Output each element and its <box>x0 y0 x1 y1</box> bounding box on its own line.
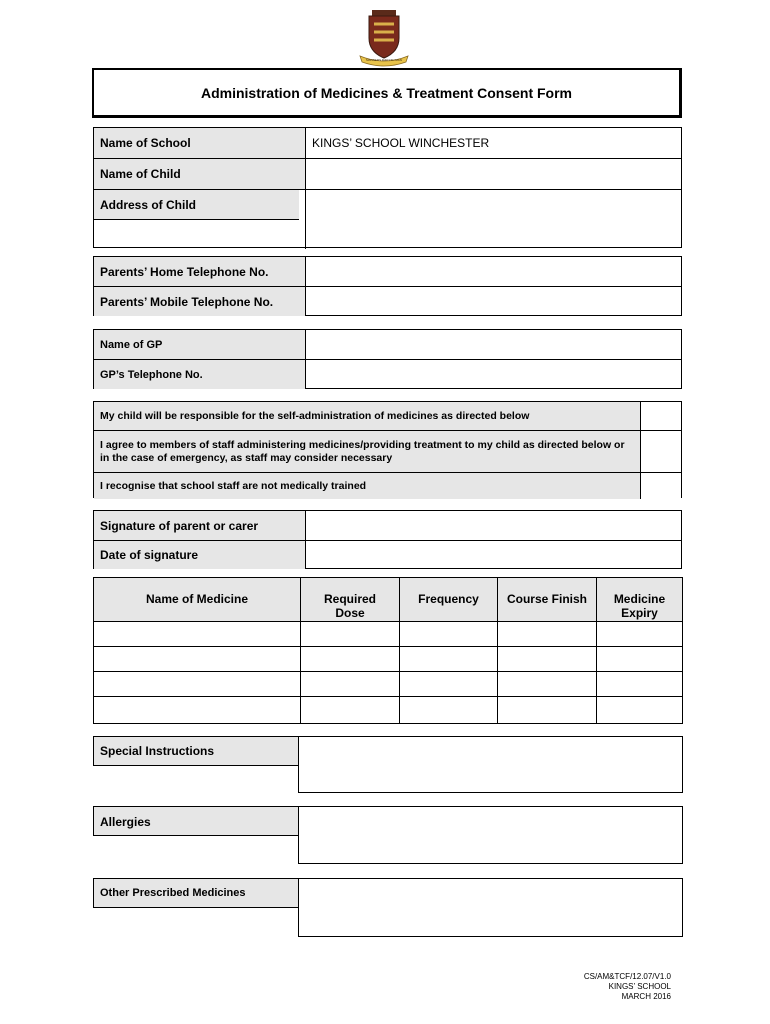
signature-field[interactable] <box>306 511 681 540</box>
address-label-cell <box>94 190 306 249</box>
name-of-child-field[interactable] <box>306 159 681 189</box>
table-cell[interactable] <box>400 672 498 697</box>
table-cell[interactable] <box>94 647 301 672</box>
consent-not-trained-checkbox[interactable] <box>640 473 681 499</box>
address-label: Address of Child <box>100 197 197 212</box>
table-cell[interactable] <box>400 622 498 647</box>
consent-not-trained: I recognise that school staff are not medically trained <box>94 473 640 499</box>
table-cell[interactable] <box>301 647 400 672</box>
table-row <box>94 622 683 647</box>
gp-name-label: Name of GP <box>94 330 306 359</box>
required-dose-header-text: Required Dose <box>323 592 376 620</box>
name-of-school-field[interactable]: KINGS’ SCHOOL WINCHESTER <box>312 136 490 150</box>
table-cell[interactable] <box>94 622 301 647</box>
table-row <box>94 672 683 697</box>
course-finish-header: Course Finish <box>498 578 597 622</box>
table-row <box>94 697 683 724</box>
home-phone-field[interactable] <box>306 257 681 286</box>
gp-phone-label: GP’s Telephone No. <box>94 360 306 389</box>
table-cell[interactable] <box>498 622 597 647</box>
gp-phone-field[interactable] <box>306 360 681 389</box>
consent-self-admin: My child will be responsible for the self-administration of medicines as directed below <box>94 402 640 430</box>
medicine-name-header: Name of Medicine <box>94 578 301 622</box>
table-cell[interactable] <box>301 672 400 697</box>
date-label: Date of signature <box>94 541 306 569</box>
gp-section <box>93 329 682 389</box>
table-row <box>94 647 683 672</box>
footer-school: KINGS’ SCHOOL <box>608 982 671 991</box>
special-instructions-field[interactable] <box>298 736 683 793</box>
page-title: Administration of Medicines & Treatment Consent Form <box>200 84 573 101</box>
footer-ref: CS/AM&TCF/12.07/V1.0 <box>583 972 671 981</box>
other-medicines-field[interactable] <box>298 878 683 937</box>
phone-section <box>93 256 682 316</box>
mobile-phone-label: Parents’ Mobile Telephone No. <box>94 287 306 316</box>
other-medicines-label <box>93 878 299 908</box>
table-cell[interactable] <box>400 697 498 724</box>
consent-self-admin-checkbox[interactable] <box>640 402 681 430</box>
medicine-expiry-header <box>597 578 683 622</box>
frequency-header: Frequency <box>400 578 498 622</box>
crest-motto: MANNERS MAKYTH MAN <box>366 58 402 62</box>
home-phone-label: Parents’ Home Telephone No. <box>94 257 306 286</box>
consent-staff-admin: I agree to members of staff administering medicines/providing treatment to my child as directed below or in the case of emergency, as staff may consider necessary <box>94 431 640 472</box>
medicine-expiry-header-text: Medicine Expiry <box>613 592 666 620</box>
allergies-field[interactable] <box>298 806 683 864</box>
allergies-text: Allergies <box>100 815 151 829</box>
table-cell[interactable] <box>301 697 400 724</box>
consent-section <box>93 401 682 498</box>
gp-name-field[interactable] <box>306 330 681 359</box>
date-field[interactable] <box>306 541 681 569</box>
table-cell[interactable] <box>94 672 301 697</box>
medicine-table <box>93 577 683 724</box>
school-section <box>93 127 682 248</box>
signature-section <box>93 510 682 569</box>
table-cell[interactable] <box>94 697 301 724</box>
address-field[interactable] <box>306 190 681 249</box>
special-instructions-text: Special Instructions <box>100 744 215 758</box>
table-cell[interactable] <box>301 622 400 647</box>
name-of-school-label: Name of School <box>94 128 306 158</box>
title-box <box>92 68 682 118</box>
table-cell[interactable] <box>597 622 683 647</box>
table-cell[interactable] <box>498 672 597 697</box>
required-dose-header <box>301 578 400 622</box>
footer <box>520 972 671 1002</box>
allergies-label <box>93 806 299 836</box>
table-cell[interactable] <box>400 647 498 672</box>
other-medicines-text: Other Prescribed Medicines <box>100 887 246 899</box>
table-cell[interactable] <box>597 697 683 724</box>
consent-staff-admin-checkbox[interactable] <box>640 431 681 472</box>
signature-label: Signature of parent or carer <box>94 511 306 540</box>
name-of-child-label: Name of Child <box>94 159 306 189</box>
mobile-phone-field[interactable] <box>306 287 681 316</box>
table-cell[interactable] <box>498 647 597 672</box>
footer-date: MARCH 2016 <box>621 992 671 1001</box>
table-cell[interactable] <box>597 647 683 672</box>
special-instructions-label <box>93 736 299 766</box>
school-crest <box>358 6 410 70</box>
table-cell[interactable] <box>597 672 683 697</box>
table-cell[interactable] <box>498 697 597 724</box>
